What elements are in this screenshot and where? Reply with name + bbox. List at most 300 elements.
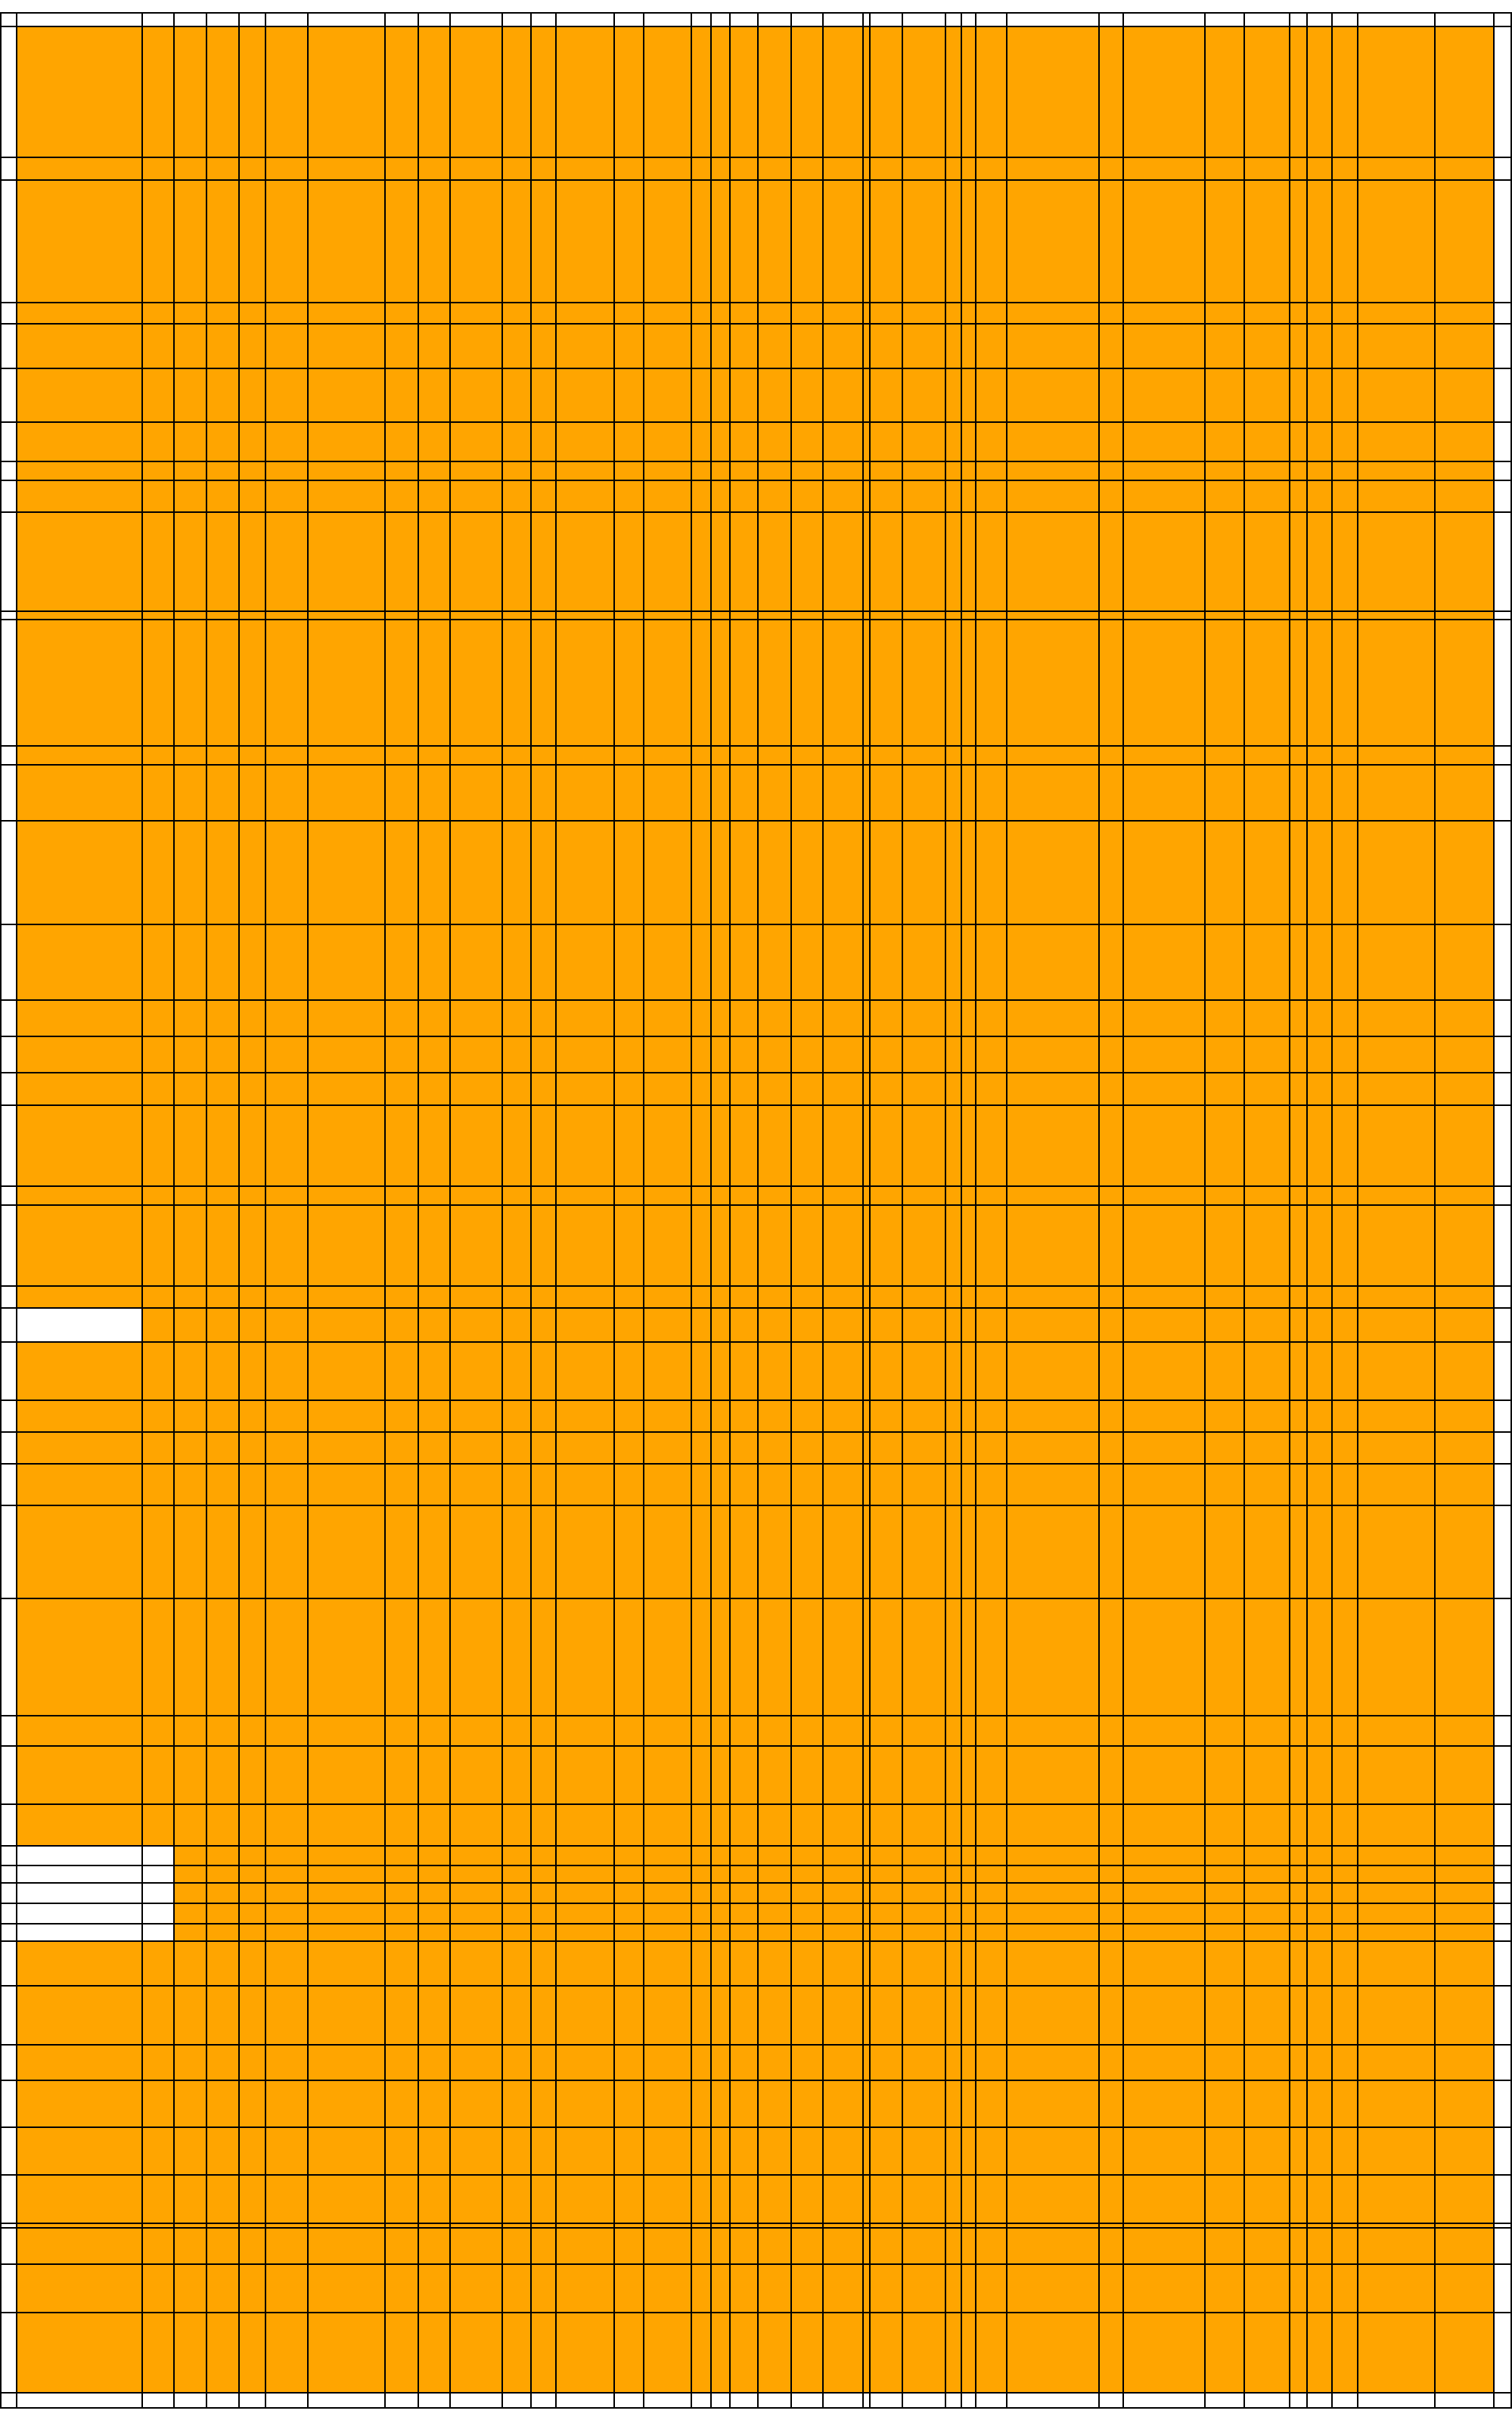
- orange-cell: [961, 1308, 976, 1342]
- orange-cell: [730, 746, 758, 765]
- orange-cell: [823, 512, 863, 611]
- orange-cell: [1307, 1432, 1332, 1464]
- orange-cell: [644, 765, 691, 821]
- orange-cell: [1290, 2127, 1307, 2175]
- orange-cell: [531, 1205, 556, 1286]
- orange-cell: [691, 1105, 711, 1186]
- orange-cell: [614, 1186, 644, 1205]
- orange-cell: [1332, 1883, 1358, 1903]
- orange-cell: [870, 1036, 902, 1073]
- orange-cell: [1099, 2080, 1123, 2127]
- orange-cell: [206, 1846, 239, 1865]
- orange-cell: [556, 1286, 614, 1308]
- orange-cell: [385, 1000, 418, 1036]
- orange-cell: [1099, 1903, 1123, 1924]
- orange-cell: [961, 1598, 976, 1716]
- orange-cell: [502, 821, 531, 924]
- orange-cell: [961, 157, 976, 180]
- orange-cell: [1290, 303, 1307, 324]
- orange-cell: [265, 2080, 308, 2127]
- orange-cell: [614, 1036, 644, 1073]
- orange-cell: [870, 157, 902, 180]
- orange-cell: [863, 1598, 870, 1716]
- orange-cell: [614, 1342, 644, 1400]
- orange-cell: [1244, 1186, 1290, 1205]
- orange-cell: [945, 1924, 961, 1941]
- orange-cell: [174, 2127, 206, 2175]
- orange-cell: [730, 1924, 758, 1941]
- orange-cell: [531, 324, 556, 368]
- orange-cell: [1244, 1924, 1290, 1941]
- orange-cell: [1332, 422, 1358, 461]
- orange-cell: [1332, 1986, 1358, 2045]
- orange-cell: [385, 2313, 418, 2393]
- orange-cell: [1007, 368, 1099, 422]
- orange-cell: [1435, 1036, 1494, 1073]
- orange-cell: [730, 1105, 758, 1186]
- orange-cell: [239, 1746, 265, 1804]
- orange-cell: [418, 368, 450, 422]
- orange-cell: [1007, 2264, 1099, 2313]
- orange-cell: [1007, 303, 1099, 324]
- orange-cell: [1290, 620, 1307, 746]
- orange-cell: [308, 765, 385, 821]
- orange-cell: [1435, 157, 1494, 180]
- orange-cell: [614, 620, 644, 746]
- orange-cell: [1123, 422, 1205, 461]
- orange-cell: [614, 1308, 644, 1342]
- orange-cell: [385, 1036, 418, 1073]
- orange-cell: [531, 1924, 556, 1941]
- orange-cell: [1123, 1865, 1205, 1883]
- orange-cell: [976, 1432, 1007, 1464]
- orange-cell: [385, 1073, 418, 1105]
- orange-cell: [644, 2045, 691, 2080]
- orange-cell: [385, 1105, 418, 1186]
- orange-cell: [1290, 1505, 1307, 1598]
- orange-cell: [450, 512, 502, 611]
- orange-cell: [730, 2228, 758, 2264]
- orange-cell: [1435, 2080, 1494, 2127]
- orange-cell: [945, 2045, 961, 2080]
- orange-cell: [823, 1432, 863, 1464]
- orange-cell: [614, 924, 644, 1000]
- orange-cell: [644, 1000, 691, 1036]
- orange-cell: [976, 1941, 1007, 1986]
- orange-cell: [961, 2080, 976, 2127]
- orange-cell: [823, 2175, 863, 2223]
- orange-cell: [1435, 1746, 1494, 1804]
- orange-cell: [1332, 1804, 1358, 1846]
- orange-cell: [976, 1883, 1007, 1903]
- orange-cell: [758, 1846, 791, 1865]
- orange-cell: [791, 1716, 823, 1746]
- orange-cell: [870, 368, 902, 422]
- orange-cell: [1244, 1073, 1290, 1105]
- orange-cell: [961, 746, 976, 765]
- orange-cell: [308, 1865, 385, 1883]
- orange-cell: [239, 765, 265, 821]
- orange-cell: [450, 368, 502, 422]
- orange-cell: [1244, 2264, 1290, 2313]
- orange-cell: [1290, 480, 1307, 512]
- orange-cell: [556, 1941, 614, 1986]
- orange-cell: [902, 512, 945, 611]
- orange-cell: [691, 480, 711, 512]
- orange-cell: [531, 1464, 556, 1505]
- orange-cell: [730, 480, 758, 512]
- orange-cell: [758, 157, 791, 180]
- orange-cell: [556, 1903, 614, 1924]
- orange-cell: [614, 2045, 644, 2080]
- orange-cell: [308, 1342, 385, 1400]
- orange-cell: [791, 821, 823, 924]
- orange-cell: [730, 1505, 758, 1598]
- orange-cell: [502, 1432, 531, 1464]
- orange-cell: [1307, 180, 1332, 303]
- orange-cell: [791, 324, 823, 368]
- orange-cell: [791, 1105, 823, 1186]
- orange-cell: [758, 512, 791, 611]
- orange-cell: [691, 2175, 711, 2223]
- orange-cell: [1244, 1036, 1290, 1073]
- orange-cell: [1435, 1505, 1494, 1598]
- orange-cell: [531, 157, 556, 180]
- orange-cell: [961, 1986, 976, 2045]
- orange-cell: [142, 480, 174, 512]
- orange-cell: [961, 368, 976, 422]
- orange-cell: [385, 157, 418, 180]
- orange-cell: [17, 2080, 142, 2127]
- orange-cell: [945, 1400, 961, 1432]
- orange-cell: [174, 765, 206, 821]
- orange-cell: [265, 1464, 308, 1505]
- orange-cell: [450, 1716, 502, 1746]
- orange-cell: [614, 1400, 644, 1432]
- orange-cell: [1290, 1924, 1307, 1941]
- orange-cell: [1307, 1846, 1332, 1865]
- orange-cell: [711, 1986, 730, 2045]
- orange-cell: [265, 1941, 308, 1986]
- orange-cell: [758, 1746, 791, 1804]
- orange-cell: [502, 422, 531, 461]
- orange-cell: [502, 2228, 531, 2264]
- orange-cell: [174, 746, 206, 765]
- orange-cell: [758, 1036, 791, 1073]
- orange-cell: [961, 1846, 976, 1865]
- orange-cell: [556, 2127, 614, 2175]
- orange-cell: [1099, 1598, 1123, 1716]
- orange-cell: [1099, 26, 1123, 157]
- orange-cell: [614, 1432, 644, 1464]
- orange-cell: [1307, 480, 1332, 512]
- orange-cell: [308, 1846, 385, 1865]
- orange-cell: [556, 1716, 614, 1746]
- orange-cell: [870, 2313, 902, 2393]
- orange-cell: [385, 1598, 418, 1716]
- orange-cell: [142, 1464, 174, 1505]
- orange-cell: [823, 1205, 863, 1286]
- orange-cell: [1435, 1400, 1494, 1432]
- orange-cell: [902, 1986, 945, 2045]
- orange-cell: [308, 368, 385, 422]
- orange-cell: [239, 1000, 265, 1036]
- orange-cell: [265, 765, 308, 821]
- orange-cell: [385, 1986, 418, 2045]
- orange-cell: [1007, 1036, 1099, 1073]
- orange-cell: [976, 157, 1007, 180]
- orange-cell: [206, 1105, 239, 1186]
- orange-cell: [1244, 2045, 1290, 2080]
- orange-cell: [902, 461, 945, 480]
- orange-cell: [961, 1000, 976, 1036]
- orange-cell: [961, 461, 976, 480]
- orange-cell: [791, 1400, 823, 1432]
- orange-cell: [791, 1865, 823, 1883]
- orange-cell: [691, 2228, 711, 2264]
- orange-cell: [730, 620, 758, 746]
- white-cell: [17, 1308, 142, 1342]
- orange-cell: [385, 324, 418, 368]
- orange-cell: [614, 1865, 644, 1883]
- orange-cell: [945, 2175, 961, 2223]
- orange-cell: [239, 2127, 265, 2175]
- orange-cell: [174, 303, 206, 324]
- orange-cell: [644, 2264, 691, 2313]
- orange-cell: [1307, 368, 1332, 422]
- orange-cell: [1307, 2045, 1332, 2080]
- orange-cell: [1099, 1308, 1123, 1342]
- orange-cell: [17, 1464, 142, 1505]
- orange-cell: [17, 1105, 142, 1186]
- orange-cell: [644, 2313, 691, 2393]
- orange-cell: [961, 1286, 976, 1308]
- orange-cell: [1358, 368, 1435, 422]
- orange-cell: [711, 1464, 730, 1505]
- orange-cell: [870, 26, 902, 157]
- orange-cell: [239, 1846, 265, 1865]
- orange-cell: [174, 1716, 206, 1746]
- orange-cell: [531, 1505, 556, 1598]
- orange-cell: [1007, 157, 1099, 180]
- orange-cell: [308, 1073, 385, 1105]
- orange-cell: [385, 1400, 418, 1432]
- orange-cell: [206, 1598, 239, 1716]
- orange-cell: [450, 1903, 502, 1924]
- orange-cell: [502, 1716, 531, 1746]
- orange-cell: [691, 1746, 711, 1804]
- orange-cell: [1307, 1400, 1332, 1432]
- orange-cell: [206, 1400, 239, 1432]
- orange-cell: [791, 2228, 823, 2264]
- orange-cell: [791, 1941, 823, 1986]
- orange-cell: [1290, 746, 1307, 765]
- orange-cell: [385, 746, 418, 765]
- orange-cell: [711, 461, 730, 480]
- orange-cell: [902, 611, 945, 620]
- orange-cell: [265, 2045, 308, 2080]
- orange-cell: [174, 1746, 206, 1804]
- orange-cell: [1007, 1941, 1099, 1986]
- orange-cell: [1290, 1903, 1307, 1924]
- orange-cell: [239, 2045, 265, 2080]
- orange-cell: [265, 303, 308, 324]
- orange-cell: [1007, 924, 1099, 1000]
- orange-cell: [863, 1105, 870, 1186]
- orange-cell: [142, 2313, 174, 2393]
- orange-cell: [418, 2313, 450, 2393]
- orange-cell: [531, 461, 556, 480]
- orange-cell: [823, 324, 863, 368]
- orange-cell: [791, 1986, 823, 2045]
- orange-cell: [614, 2228, 644, 2264]
- orange-cell: [239, 1105, 265, 1186]
- orange-cell: [870, 2045, 902, 2080]
- orange-cell: [1332, 2080, 1358, 2127]
- orange-cell: [711, 2045, 730, 2080]
- orange-cell: [863, 746, 870, 765]
- orange-cell: [1358, 1846, 1435, 1865]
- orange-cell: [502, 1205, 531, 1286]
- orange-cell: [1332, 1000, 1358, 1036]
- orange-cell: [1332, 1105, 1358, 1186]
- orange-cell: [17, 2127, 142, 2175]
- orange-cell: [1123, 1804, 1205, 1846]
- orange-cell: [791, 180, 823, 303]
- orange-cell: [870, 324, 902, 368]
- orange-cell: [418, 1941, 450, 1986]
- orange-cell: [902, 1036, 945, 1073]
- orange-cell: [945, 461, 961, 480]
- orange-cell: [791, 746, 823, 765]
- orange-cell: [711, 1432, 730, 1464]
- orange-cell: [1290, 512, 1307, 611]
- orange-cell: [206, 1924, 239, 1941]
- orange-cell: [385, 1804, 418, 1846]
- orange-cell: [1244, 765, 1290, 821]
- orange-cell: [1358, 611, 1435, 620]
- orange-cell: [239, 480, 265, 512]
- orange-cell: [450, 1924, 502, 1941]
- orange-cell: [614, 821, 644, 924]
- orange-cell: [385, 2080, 418, 2127]
- orange-cell: [450, 1342, 502, 1400]
- orange-cell: [17, 746, 142, 765]
- orange-cell: [531, 1883, 556, 1903]
- orange-cell: [174, 157, 206, 180]
- orange-cell: [206, 1865, 239, 1883]
- orange-cell: [791, 1036, 823, 1073]
- orange-cell: [142, 2127, 174, 2175]
- orange-cell: [758, 1464, 791, 1505]
- orange-cell: [308, 324, 385, 368]
- orange-cell: [976, 512, 1007, 611]
- orange-cell: [385, 26, 418, 157]
- orange-cell: [1332, 1903, 1358, 1924]
- orange-cell: [265, 1903, 308, 1924]
- orange-cell: [556, 26, 614, 157]
- orange-cell: [902, 1286, 945, 1308]
- orange-cell: [644, 324, 691, 368]
- orange-cell: [1244, 1865, 1290, 1883]
- orange-cell: [961, 1505, 976, 1598]
- orange-cell: [239, 821, 265, 924]
- orange-cell: [1290, 2175, 1307, 2223]
- orange-cell: [142, 368, 174, 422]
- orange-cell: [556, 1342, 614, 1400]
- orange-cell: [1123, 1286, 1205, 1308]
- orange-cell: [502, 620, 531, 746]
- orange-cell: [1435, 1598, 1494, 1716]
- orange-cell: [174, 1924, 206, 1941]
- orange-cell: [863, 368, 870, 422]
- orange-cell: [450, 2228, 502, 2264]
- orange-cell: [239, 1205, 265, 1286]
- orange-cell: [863, 1746, 870, 1804]
- orange-cell: [1358, 2264, 1435, 2313]
- orange-cell: [450, 180, 502, 303]
- orange-cell: [265, 1746, 308, 1804]
- orange-cell: [961, 180, 976, 303]
- orange-cell: [265, 620, 308, 746]
- orange-cell: [450, 924, 502, 1000]
- orange-cell: [1358, 1924, 1435, 1941]
- orange-cell: [870, 1000, 902, 1036]
- orange-cell: [206, 180, 239, 303]
- orange-cell: [758, 2228, 791, 2264]
- orange-cell: [758, 303, 791, 324]
- orange-cell: [174, 1846, 206, 1865]
- orange-cell: [791, 2264, 823, 2313]
- orange-cell: [206, 620, 239, 746]
- orange-cell: [1007, 1924, 1099, 1941]
- orange-cell: [1244, 1464, 1290, 1505]
- orange-cell: [1435, 480, 1494, 512]
- orange-cell: [17, 1804, 142, 1846]
- orange-cell: [1123, 2228, 1205, 2264]
- orange-cell: [644, 1865, 691, 1883]
- orange-cell: [902, 2045, 945, 2080]
- orange-cell: [758, 324, 791, 368]
- orange-cell: [1205, 1286, 1244, 1308]
- orange-cell: [239, 2313, 265, 2393]
- orange-cell: [174, 1400, 206, 1432]
- orange-cell: [502, 1986, 531, 2045]
- orange-cell: [418, 1505, 450, 1598]
- orange-cell: [418, 611, 450, 620]
- orange-cell: [239, 1924, 265, 1941]
- orange-cell: [1358, 324, 1435, 368]
- orange-cell: [1307, 461, 1332, 480]
- orange-cell: [1290, 1105, 1307, 1186]
- orange-cell: [691, 1804, 711, 1846]
- orange-cell: [1435, 1432, 1494, 1464]
- orange-cell: [730, 1342, 758, 1400]
- orange-cell: [142, 1308, 174, 1342]
- orange-cell: [556, 620, 614, 746]
- orange-cell: [174, 1308, 206, 1342]
- orange-cell: [174, 1505, 206, 1598]
- orange-cell: [556, 1846, 614, 1865]
- orange-cell: [174, 2264, 206, 2313]
- orange-cell: [308, 2228, 385, 2264]
- orange-cell: [976, 1036, 1007, 1073]
- orange-cell: [174, 1464, 206, 1505]
- orange-cell: [791, 1746, 823, 1804]
- orange-cell: [1290, 1186, 1307, 1205]
- orange-cell: [174, 2080, 206, 2127]
- orange-cell: [1358, 1464, 1435, 1505]
